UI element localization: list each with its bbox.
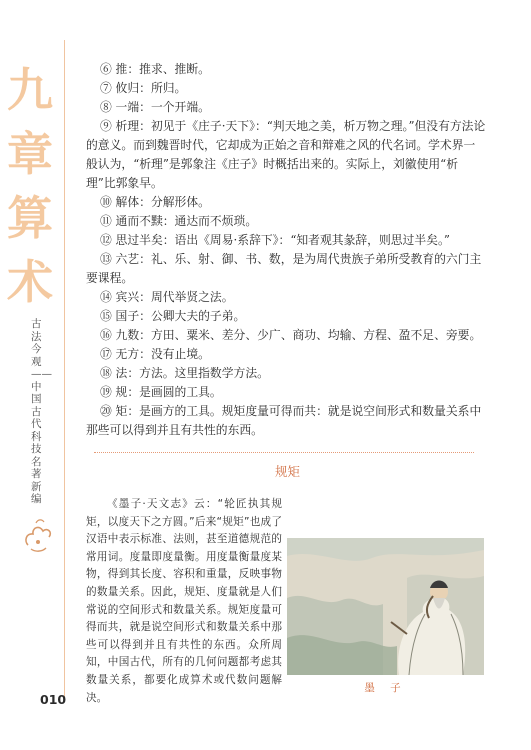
series-subtitle: 古法今观——中国古代科技名著新编 [31, 318, 52, 505]
portrait-illustration-icon [287, 538, 484, 675]
mozi-portrait-image [287, 538, 484, 675]
footnote: ⑫ 思过半矣：语出《周易·系辞下》：“知者观其彖辞，则思过半矣。” [100, 233, 450, 247]
book-title-char: 术 [7, 255, 53, 309]
footnote: ⑬ 六艺：礼、乐、射、御、书、数，是为周代贵族子弟所受教育的六门主要课程。 [86, 252, 482, 285]
footnote: ⑳ 矩：是画方的工具。规矩度量可得而共：就是说空间形式和数量关系中那些可以得到并且有共性的东西。 [86, 404, 482, 437]
page-number: 010 [40, 692, 67, 707]
margin-rule [64, 40, 65, 700]
footnote: ⑨ 析理：初见于《庄子·天下》：“判天地之美，析万物之理。”但没有方法论的意义。而到魏晋时代，它却成为正始之音和辩难之风的代名词。学术界一般认为，“析理”是郭象注《庄子》时概括出来的。实际上，刘徽使用“析理”比郭象早。 [86, 119, 486, 190]
book-title-vertical [4, 58, 56, 314]
book-title-char: 算 [7, 191, 53, 245]
footnote: ⑪ 通而不黩：通达而不烦琐。 [100, 214, 258, 228]
section-body [86, 496, 282, 707]
book-title-char: 九 [7, 63, 53, 117]
footnote: ⑲ 规：是画圆的工具。 [100, 385, 222, 399]
footnote: ⑩ 解体：分解形体。 [100, 195, 210, 209]
section-heading [0, 462, 531, 480]
footnote: ⑧ 一端：一个开端。 [100, 100, 210, 114]
footnote: ⑮ 国子：公卿大夫的子弟。 [100, 309, 246, 323]
book-title-char: 章 [7, 127, 53, 181]
footnote: ⑭ 宾兴：周代举贤之法。 [100, 290, 234, 304]
footnote: ⑦ 攸归：所归。 [100, 81, 187, 95]
footnote: ⑰ 无方：没有止境。 [100, 347, 210, 361]
section-divider [94, 452, 474, 453]
footnote: ⑱ 法：方法。这里指数学方法。 [100, 366, 269, 380]
section-heading-text: 规矩 [274, 464, 300, 479]
cloud-ornament-icon [22, 515, 54, 559]
footnotes [86, 60, 486, 440]
footnote: ⑯ 九数：方田、粟米、差分、少广、商功、均输、方程、盈不足、旁要。 [100, 328, 482, 342]
figure-caption: 墨 子 [364, 682, 407, 694]
section-paragraph: 《墨子·天文志》云：“轮匠执其规矩，以度天下之方圆。”后来“规矩”也成了汉语中表示标准、法则，甚至道德规范的常用词。度量即度量衡。用度量衡量度某物，得到其长度、容积和重量，反映事物的数量关系。因此，规矩、度量就是人们常说的空间形式和数量关系。规矩度量可得而共，就是说空间形式和数量关系中那些可以得到并且有共性的东西。众所周知，中国古代，所有的几何问题都考虑其数量关系，都要化成算术或代数问题解决。 [86, 498, 282, 704]
footnote: ⑥ 推：推求、推断。 [100, 62, 210, 76]
